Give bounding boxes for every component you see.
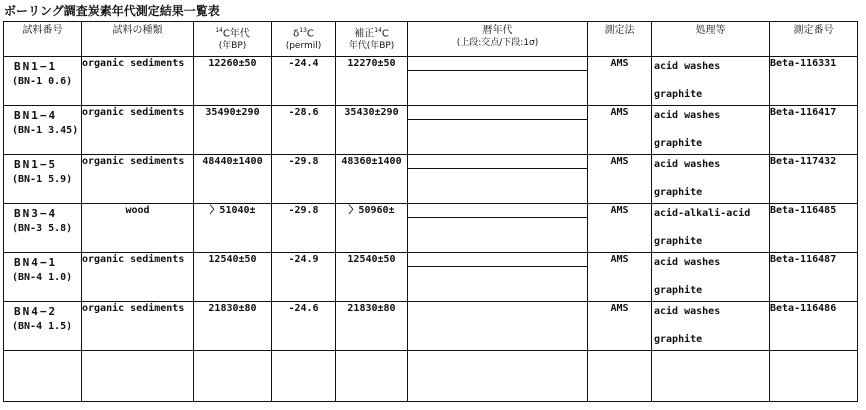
cell-method: AMS (588, 204, 652, 253)
header-row (4, 22, 858, 57)
cell-empty (4, 351, 82, 402)
cell-empty (82, 351, 194, 402)
calendar-divider (408, 119, 587, 120)
cell-c14-age: 12260±50 (194, 57, 272, 106)
header-method: 測定法 (588, 22, 652, 57)
cell-delta: -24.9 (272, 253, 336, 302)
cell-c14-age: 〉51040± (194, 204, 272, 253)
cell-empty (336, 351, 408, 402)
cell-treatment: acid washes graphite (652, 302, 770, 351)
cell-corrected-age: 21830±80 (336, 302, 408, 351)
cell-sample-no: BN4−2 (BN-4 1.5) (4, 302, 82, 351)
document-title: ボーリング調査炭素年代測定結果一覧表 (4, 4, 220, 18)
cell-delta: -29.8 (272, 155, 336, 204)
cell-empty (408, 351, 588, 402)
cell-sample-type: organic sediments (82, 302, 194, 351)
cell-calendar-age (408, 302, 588, 351)
cell-c14-age: 21830±80 (194, 302, 272, 351)
calendar-divider (408, 168, 587, 169)
cell-corrected-age: 12540±50 (336, 253, 408, 302)
header-sample-no: 試料番号 (4, 22, 82, 57)
cell-treatment: acid washes graphite (652, 155, 770, 204)
header-calendar-age: 暦年代 (上段:交点/下段:1σ) (408, 22, 588, 57)
cell-delta: -24.6 (272, 302, 336, 351)
cell-code: Beta-116485 (770, 204, 858, 253)
table-row (4, 302, 858, 351)
cell-empty (588, 351, 652, 402)
cell-code: Beta-117432 (770, 155, 858, 204)
cell-sample-type: organic sediments (82, 57, 194, 106)
cell-sample-type: organic sediments (82, 106, 194, 155)
cell-method: AMS (588, 106, 652, 155)
header-delta: $\delta^{13}C$ (permil) (272, 22, 336, 57)
cell-sample-type: organic sediments (82, 253, 194, 302)
table-row (4, 106, 858, 155)
cell-treatment: acid washes graphite (652, 253, 770, 302)
table-row (4, 204, 858, 253)
cell-calendar-age (408, 57, 588, 106)
table-row (4, 253, 858, 302)
calendar-divider (408, 70, 587, 71)
cell-sample-type: organic sediments (82, 155, 194, 204)
results-table (3, 21, 858, 402)
cell-calendar-age (408, 106, 588, 155)
cell-empty (652, 351, 770, 402)
cell-empty (770, 351, 858, 402)
cell-corrected-age: 12270±50 (336, 57, 408, 106)
cell-c14-age: 12540±50 (194, 253, 272, 302)
cell-delta: -24.4 (272, 57, 336, 106)
table-row (4, 155, 858, 204)
cell-calendar-age (408, 253, 588, 302)
cell-sample-no: BN3−4 (BN-3 5.8) (4, 204, 82, 253)
cell-sample-no: BN4−1 (BN-4 1.0) (4, 253, 82, 302)
cell-calendar-age (408, 204, 588, 253)
cell-empty (194, 351, 272, 402)
cell-code: Beta-116417 (770, 106, 858, 155)
cell-treatment: acid-alkali-acid graphite (652, 204, 770, 253)
cell-sample-no: BN1−4 (BN-1 3.45) (4, 106, 82, 155)
table-row-empty (4, 351, 858, 402)
cell-treatment: acid washes graphite (652, 57, 770, 106)
cell-corrected-age: 35430±290 (336, 106, 408, 155)
calendar-divider (408, 266, 587, 267)
cell-c14-age: 48440±1400 (194, 155, 272, 204)
cell-delta: -28.6 (272, 106, 336, 155)
calendar-divider (408, 217, 587, 218)
cell-corrected-age: 48360±1400 (336, 155, 408, 204)
cell-code: Beta-116331 (770, 57, 858, 106)
header-sample-type: 試料の種類 (82, 22, 194, 57)
header-code: 測定番号 (770, 22, 858, 57)
cell-method: AMS (588, 302, 652, 351)
cell-delta: -29.8 (272, 204, 336, 253)
header-c14-age: $^{14}$C年代 (年BP) (194, 22, 272, 57)
header-corrected-age: 補正$^{14}$C 年代(年BP) (336, 22, 408, 57)
cell-treatment: acid washes graphite (652, 106, 770, 155)
cell-method: AMS (588, 57, 652, 106)
cell-method: AMS (588, 253, 652, 302)
cell-sample-no: BN1−1 (BN-1 0.6) (4, 57, 82, 106)
cell-sample-no: BN1−5 (BN-1 5.9) (4, 155, 82, 204)
header-treatment: 処理等 (652, 22, 770, 57)
cell-empty (272, 351, 336, 402)
cell-code: Beta-116486 (770, 302, 858, 351)
cell-sample-type: wood (82, 204, 194, 253)
cell-c14-age: 35490±290 (194, 106, 272, 155)
cell-code: Beta-116487 (770, 253, 858, 302)
cell-method: AMS (588, 155, 652, 204)
cell-calendar-age (408, 155, 588, 204)
table-row (4, 57, 858, 106)
cell-corrected-age: 〉50960± (336, 204, 408, 253)
